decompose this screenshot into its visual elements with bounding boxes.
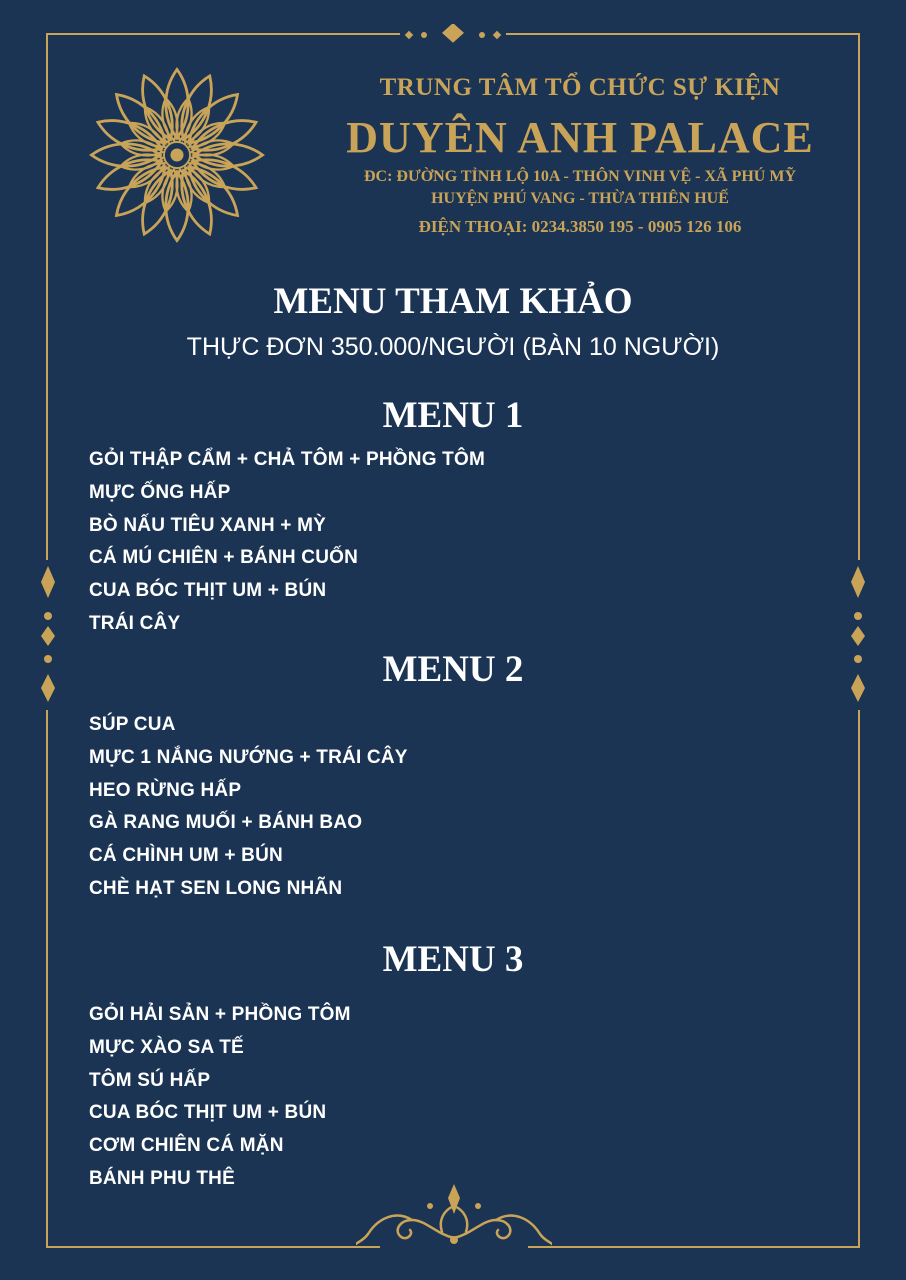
menu-1-title: MENU 1 <box>382 395 524 436</box>
price-subtitle: THỰC ĐƠN 350.000/NGƯỜI (BÀN 10 NGƯỜI) <box>186 333 720 361</box>
menu-item: MỰC XÀO SA TẾ <box>89 1036 244 1058</box>
menu-item: GỎI HẢI SẢN + PHỒNG TÔM <box>89 1004 351 1025</box>
top-diamond-ornament <box>400 24 506 44</box>
menu-1-list <box>89 444 485 641</box>
menu-3-list <box>89 999 351 1196</box>
menu-item: BÁNH PHU THÊ <box>89 1167 235 1189</box>
menu-item: SÚP CUA <box>89 714 176 735</box>
header-subtitle: TRUNG TÂM TỔ CHỨC SỰ KIỆN <box>379 74 781 101</box>
menu-item: CƠM CHIÊN CÁ MẶN <box>89 1135 284 1157</box>
menu-item: CÁ CHÌNH UM + BÚN <box>89 845 283 867</box>
menu-item: GỎI THẬP CẨM + CHẢ TÔM + PHỒNG TÔM <box>89 449 485 470</box>
venue-name: DUYÊN ANH PALACE <box>346 113 814 162</box>
address-line-2: HUYỆN PHÚ VANG - THỪA THIÊN HUẾ <box>431 190 729 207</box>
menu-item: CÁ MÚ CHIÊN + BÁNH CUỐN <box>89 547 359 569</box>
menu-item: TÔM SÚ HẤP <box>89 1069 211 1091</box>
bottom-flourish-ornament <box>356 1184 552 1250</box>
menu-item: HEO RỪNG HẤP <box>89 779 242 801</box>
mandala-logo <box>84 62 270 248</box>
menu-item: CUA BÓC THỊT UM + BÚN <box>89 580 327 602</box>
menu-item: GÀ RANG MUỐI + BÁNH BAO <box>89 812 363 834</box>
menu-item: MỰC ỐNG HẤP <box>89 481 231 503</box>
menu-item: MỰC 1 NẮNG NƯỚNG + TRÁI CÂY <box>89 746 408 768</box>
menu-item: CUA BÓC THỊT UM + BÚN <box>89 1102 327 1124</box>
menu-2-title: MENU 2 <box>382 649 524 690</box>
menu-item: BÒ NẤU TIÊU XANH + MỲ <box>89 514 326 536</box>
menu-3-title: MENU 3 <box>382 939 524 980</box>
page-title: MENU THAM KHẢO <box>273 281 633 322</box>
menu-2-list <box>89 709 408 906</box>
menu-item: CHÈ HẠT SEN LONG NHÃN <box>89 877 343 899</box>
phone-number: ĐIỆN THOẠI: 0234.3850 195 - 0905 126 106 <box>418 217 742 236</box>
address-line-1: ĐC: ĐƯỜNG TỈNH LỘ 10A - THÔN VINH VỆ - XÃ PHÚ MỸ <box>363 168 797 185</box>
menu-item: TRÁI CÂY <box>89 612 181 634</box>
